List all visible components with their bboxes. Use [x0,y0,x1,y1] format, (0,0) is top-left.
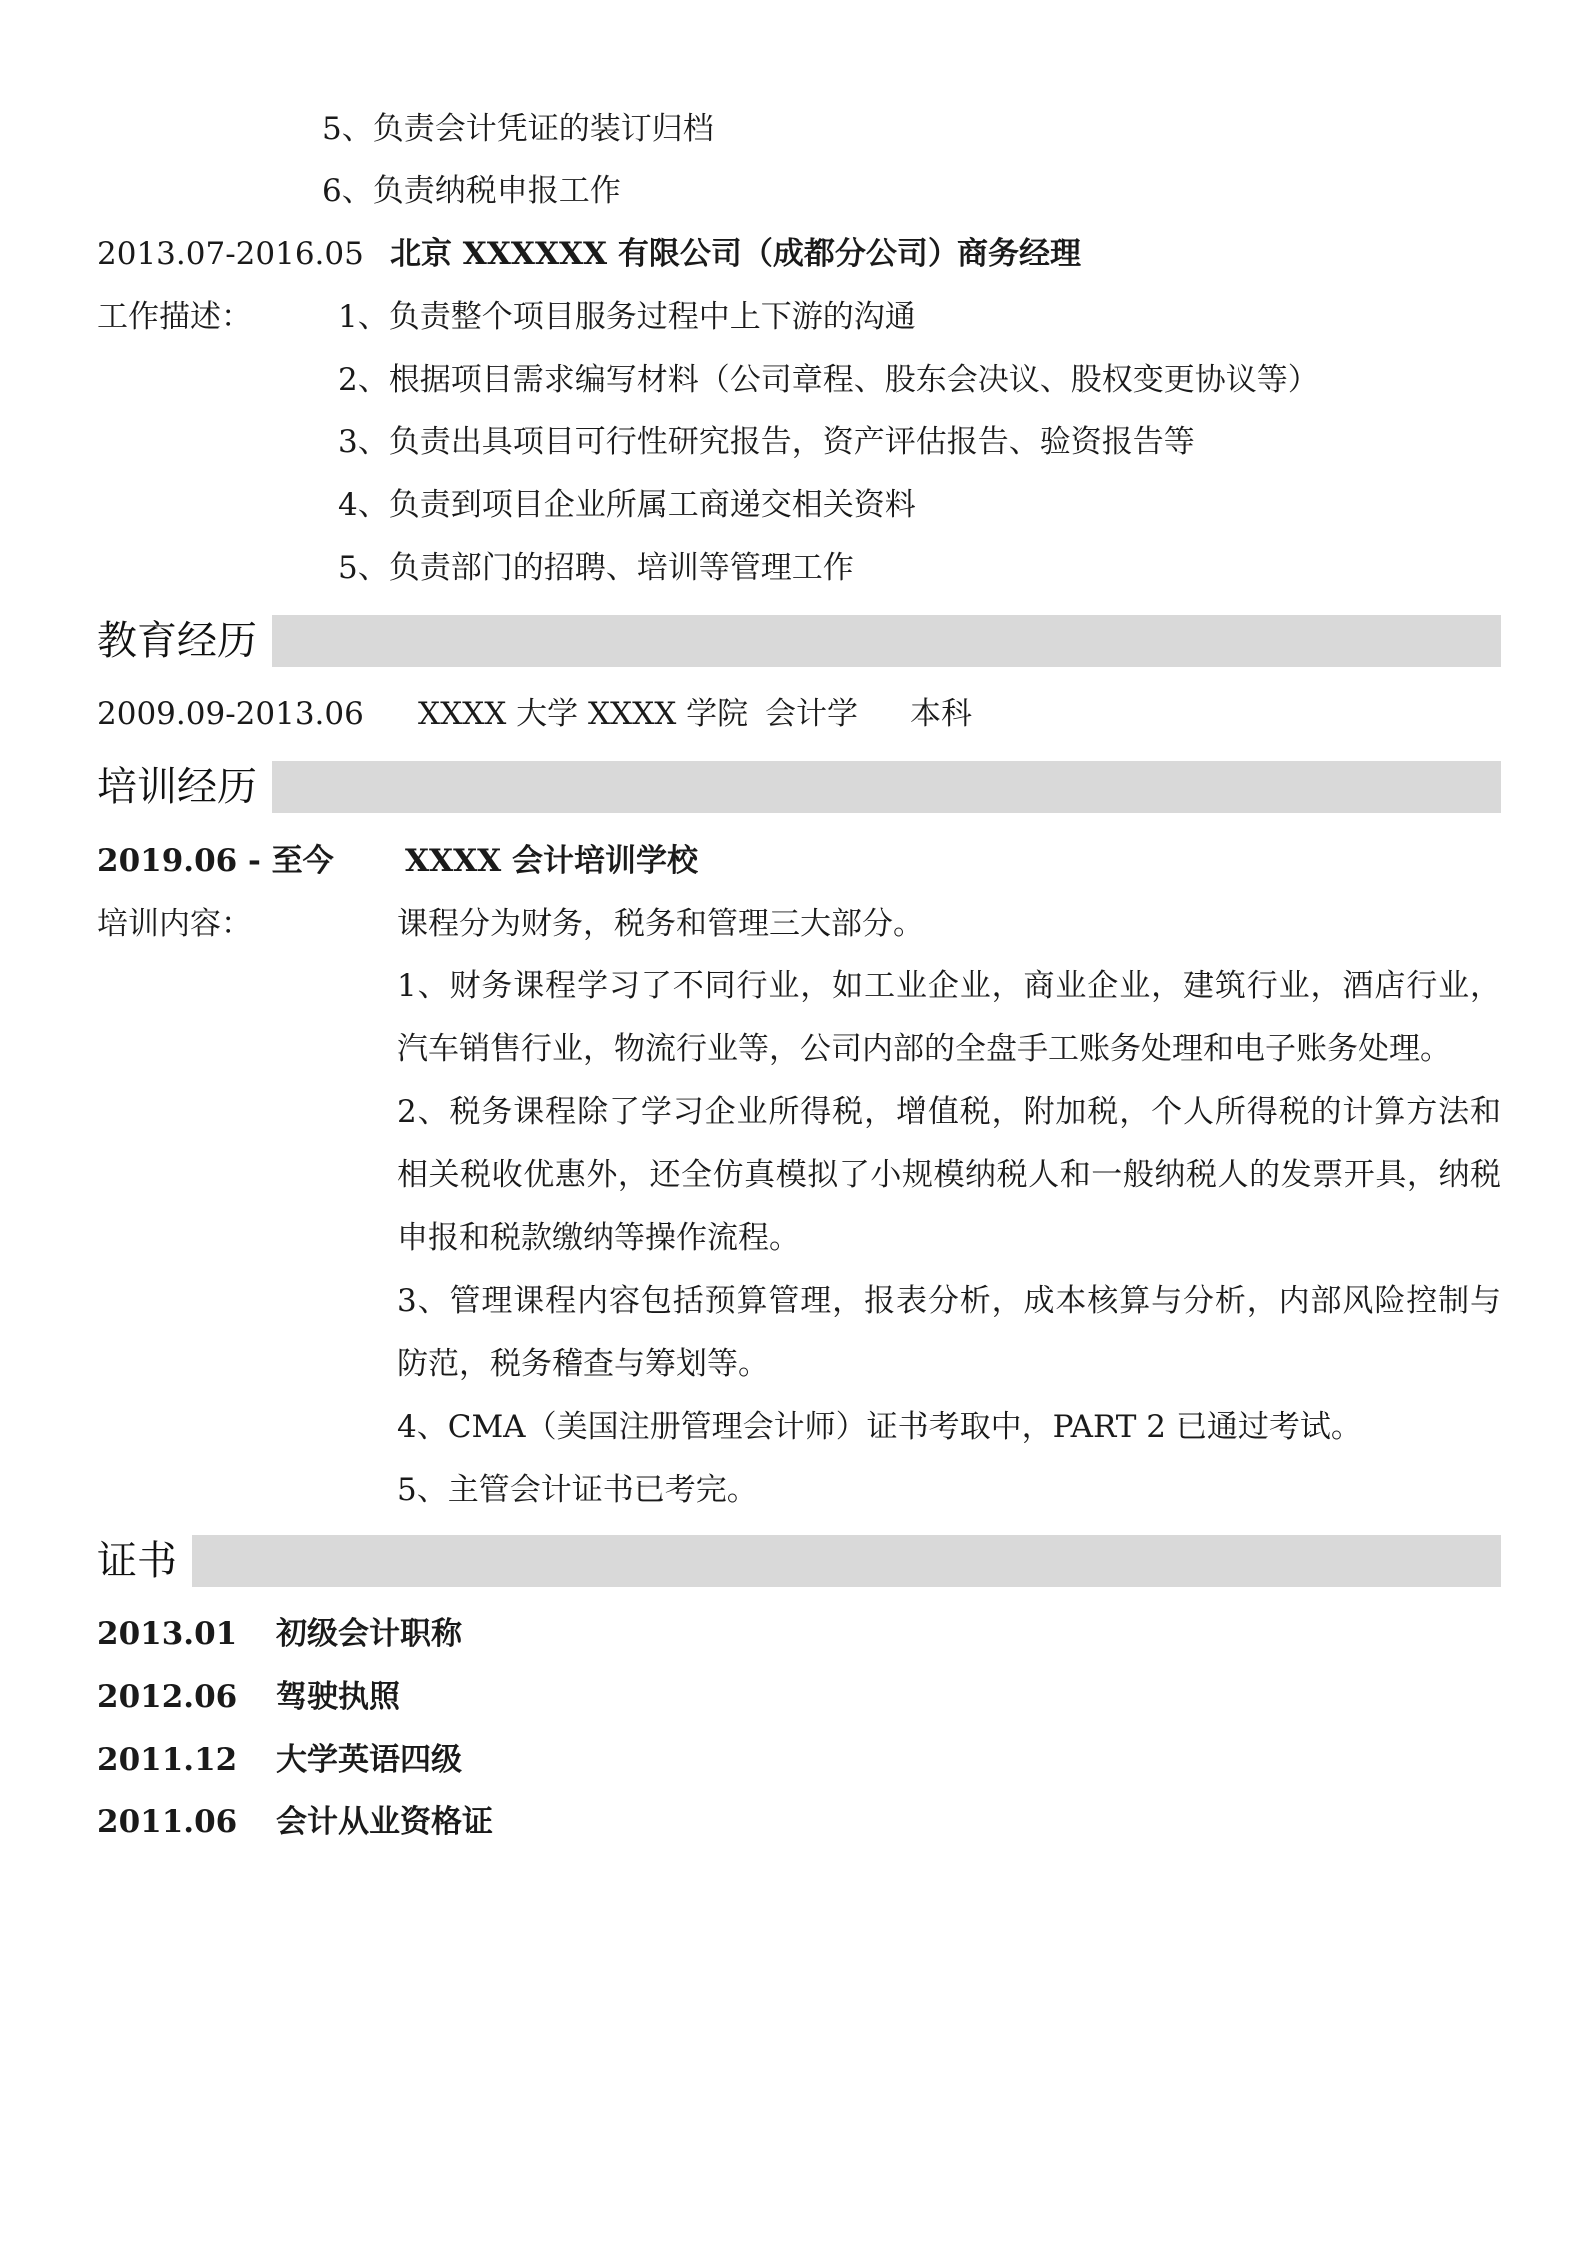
training-item-1: 1、财务课程学习了不同行业，如工业企业，商业企业，建筑行业，酒店行业，汽车销售行业，物流行业等，公司内部的全盘手工账务处理和电子账务处理。 [397,968,1501,1067]
certificate-name: 初级会计职称 [276,1616,462,1652]
training-school: XXXX 会计培训学校 [405,843,699,879]
training-item-4: 4、CMA（美国注册管理会计师）证书考取中，PART 2 已通过考试。 [397,1409,1362,1445]
education-heading-bar [272,615,1501,667]
training-item-3: 3、管理课程内容包括预算管理，报表分析，成本核算与分析，内部风险控制与防范，税务稽查与筹划等。 [397,1283,1501,1382]
certificate-date: 2011.06 [97,1804,238,1840]
training-intro: 课程分为财务，税务和管理三大部分。 [397,906,924,942]
certificate-name: 驾驶执照 [276,1679,400,1715]
training-heading-bar [272,761,1501,813]
certificates-heading-bar [192,1535,1501,1587]
job-company: 北京 XXXXXX 有限公司（成都分公司） [390,236,959,272]
job-duty-1: 1、负责整个项目服务过程中上下游的沟通 [338,299,916,335]
education-period: 2009.09-2013.06 [97,696,364,732]
job-period: 2013.07-2016.05 [97,236,364,272]
job-duty-4: 4、负责到项目企业所属工商递交相关资料 [338,487,916,523]
education-school: XXXX 大学 XXXX 学院 [418,696,749,732]
certificate-name: 会计从业资格证 [276,1804,493,1840]
job-desc-label: 工作描述： [97,299,252,335]
training-item-2: 2、税务课程除了学习企业所得税，增值税，附加税，个人所得税的计算方法和相关税收优惠外，还全仿真模拟了小规模纳税人和一般纳税人的发票开具，纳税申报和税款缴纳等操作流程。 [397,1094,1501,1256]
training-item-5: 5、主管会计证书已考完。 [397,1472,758,1508]
prev-job-duty-6: 6、负责纳税申报工作 [322,173,621,209]
job-title: 商务经理 [957,236,1081,272]
prev-job-duty-5: 5、负责会计凭证的装订归档 [322,111,714,147]
training-period: 2019.06 - 至今 [97,843,334,879]
education-heading: 教育经历 [97,618,257,664]
certificate-name: 大学英语四级 [276,1742,462,1778]
certificates-heading: 证书 [97,1538,177,1584]
certificate-date: 2012.06 [97,1679,238,1715]
certificate-date: 2013.01 [97,1616,238,1652]
job-duty-2: 2、根据项目需求编写材料（公司章程、股东会决议、股权变更协议等） [338,362,1319,398]
job-duty-3: 3、负责出具项目可行性研究报告，资产评估报告、验资报告等 [338,424,1195,460]
education-major: 会计学 [765,696,858,732]
certificate-date: 2011.12 [97,1742,238,1778]
education-degree: 本科 [910,696,972,732]
job-duty-5: 5、负责部门的招聘、培训等管理工作 [338,550,854,586]
training-content-label: 培训内容： [97,906,252,942]
training-heading: 培训经历 [97,764,257,810]
